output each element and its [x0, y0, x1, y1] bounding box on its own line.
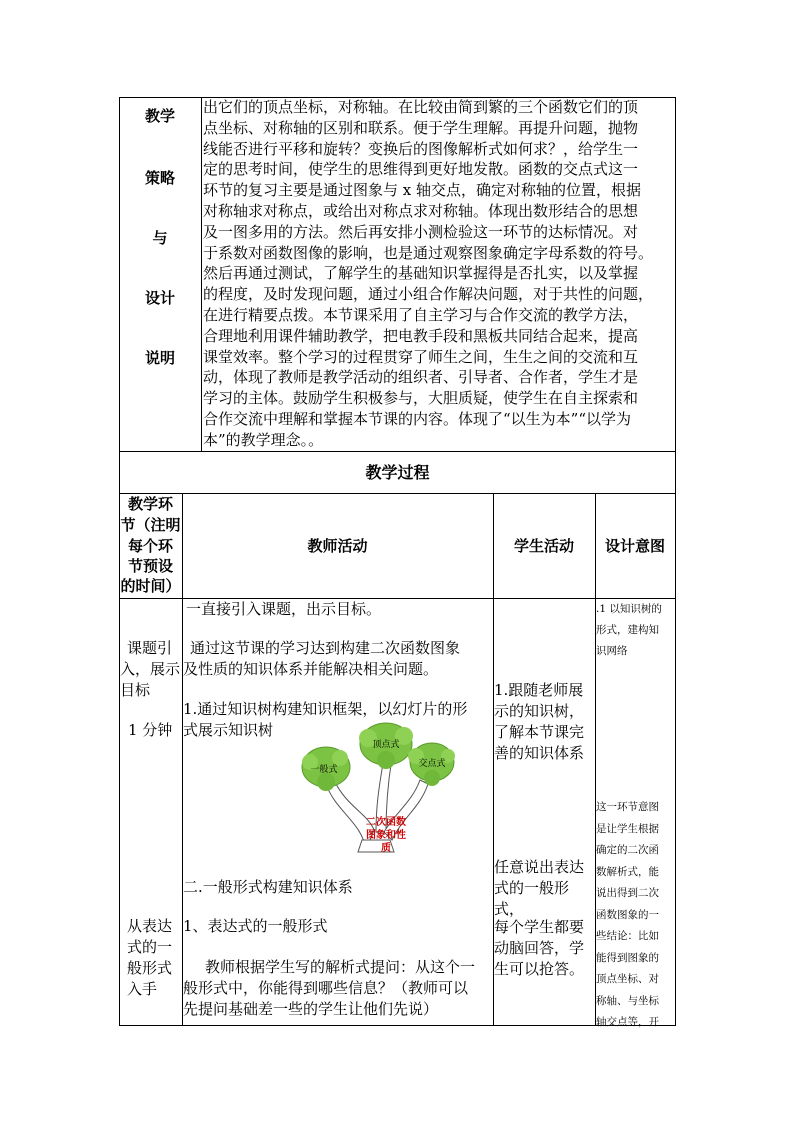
strategy-paragraph-line: 的程度，及时发现问题，通过小组合作解决问题，对于共性的问题， [203, 285, 654, 304]
strategy-paragraph-line: 线能否进行平移和旋转？变换后的图像解析式如何求？，给学生一 [203, 139, 639, 158]
row1-stage-line: 入，展示 [120, 660, 181, 678]
strategy-paragraph-line: 合作交流中理解和掌握本节课的内容。体现了“以生为本”“以学为 [203, 410, 632, 428]
intent-line: 是让学生根据 [596, 822, 659, 835]
tree-trunk-line: 图象和性 [366, 830, 406, 841]
intent-line: 确定的二次函 [596, 844, 659, 856]
strategy-label-line: 设计 [144, 289, 175, 307]
teacher-line: 及性质的知识体系并能解决相关问题。 [183, 660, 439, 678]
student-line: 示的知识树， [494, 702, 585, 720]
row2-stage-line: 般形式 [127, 959, 173, 977]
strategy-paragraph-line: 动，体现了教师是教学活动的组织者、引导者、合作者，学生才是 [203, 368, 639, 387]
leaf-left-label: 一般式 [310, 765, 338, 775]
tree-trunk-line: 质 [381, 843, 391, 854]
intent-line: 这一环节意图 [596, 801, 659, 813]
row2-stage-line: 入手 [127, 980, 158, 998]
teacher-line: 先提问基础差一些的学生让他们先说） [183, 1000, 439, 1018]
intent-line: 顶点坐标、对 [596, 973, 659, 985]
strategy-paragraph-line: 于系数对函数图像的影响，也是通过观察图象确定字母系数的符号。 [203, 243, 654, 262]
strategy-paragraph-line: 点坐标、对称轴的区别和联系。便于学生理解。再提升问题，抛物 [203, 118, 639, 137]
strategy-label-line: 说明 [144, 349, 175, 367]
intent-line: 说出得到二次 [596, 887, 659, 899]
tree-trunk-line: 二次函数 [366, 817, 406, 828]
teacher-line: 通过这节课的学习达到构建二次函数图象 [190, 639, 461, 657]
intent-line: 形式，建构知 [596, 624, 659, 636]
header-teacher: 教师活动 [307, 537, 368, 555]
teacher-line: 二.一般形式构建知识体系 [183, 878, 353, 896]
strategy-paragraph-line: 合理地利用课件辅助教学，把电教手段和黑板共同结合起来，提高 [203, 326, 639, 345]
student-line: 式的一般形式， [494, 879, 570, 919]
strategy-label-line: 教学 [144, 107, 175, 125]
header-student: 学生活动 [513, 537, 574, 555]
student-line: 善的知识体系 [494, 744, 585, 762]
row2-stage-line: 式的一 [127, 938, 173, 956]
strategy-paragraph-line: 定的思考时间，使学生的思维得到更好地发散。函数的交点式这一 [203, 160, 639, 179]
intent-line: 函数图象的一 [596, 908, 659, 921]
teacher-line: 1.通过知识树构建知识框架，以幻灯片的形 [183, 700, 468, 718]
row2-stage-line: 从表达 [127, 917, 173, 935]
student-line: 1.跟随老师展 [494, 681, 584, 699]
strategy-paragraph-line: 出它们的顶点坐标，对称轴。在比较由简到繁的三个函数它们的顶 [203, 98, 639, 116]
intent-line: .1 以知识树的 [596, 603, 662, 615]
header-intent: 设计意图 [604, 537, 665, 555]
tree-trunk-label [358, 816, 414, 855]
student-line: 生可以抢答。 [494, 960, 585, 978]
header-stage-line: 教学环 [127, 495, 173, 513]
header-stage-line: 每个环 [127, 537, 173, 555]
strategy-paragraph-line: 本”的教学理念。。 [203, 430, 324, 449]
row1-stage-line: 课题引 [127, 639, 173, 657]
student-line: 动脑回答，学 [494, 939, 585, 957]
student-line: 了解本节课完 [494, 723, 585, 741]
teacher-line: 般形式中，你能得到哪些信息？（教师可以 [183, 979, 469, 997]
intent-line: 称轴、与坐标 [596, 994, 659, 1007]
intent-line: 能得到图象的 [596, 951, 659, 964]
row1-stage-line: 1 分钟 [128, 721, 173, 739]
strategy-label-line: 策略 [144, 169, 175, 187]
intent-line: 识网络 [596, 645, 628, 657]
row1-stage-line: 目标 [120, 681, 151, 699]
teacher-line: 式展示知识树 [183, 721, 274, 739]
teacher-line: 一直接引入课题，出示目标。 [186, 600, 382, 618]
leaf-right-label: 交点式 [418, 759, 446, 769]
strategy-paragraph-line: 及一图多用的方法。然后再安排小测检验这一环节的达标情况。对 [203, 222, 639, 241]
intent-line: 些结论：比如 [596, 930, 659, 942]
process-title: 教学过程 [365, 463, 430, 482]
strategy-label-line: 与 [152, 229, 168, 247]
header-stage-line: 节预设 [127, 557, 173, 575]
strategy-paragraph-line: 对称轴求对称点，或给出对称点求对称轴。体现出数形结合的思想 [203, 202, 639, 220]
strategy-paragraph-line: 学习的主体。鼓励学生积极参与，大胆质疑，使学生在自主探索和 [203, 389, 639, 408]
teacher-line: 1、表达式的一般形式 [183, 917, 328, 935]
knowledge-tree [296, 722, 456, 862]
strategy-paragraph-line: 在进行精要点拨。本节课采用了自主学习与合作交流的教学方法， [203, 306, 639, 324]
intent-line: 数解析式，能 [596, 865, 659, 878]
student-line: 每个学生都要 [494, 918, 585, 936]
strategy-paragraph-line: 课堂效率。整个学习的过程贯穿了师生之间，生生之间的交流和互 [203, 347, 639, 366]
teacher-line: 教师根据学生写的解析式提问：从这个一 [205, 958, 476, 976]
intent-line: 轴交点等，开 [596, 1016, 659, 1028]
student-line: 任意说出表达 [494, 858, 585, 876]
header-stage-line: 节（注明 [120, 516, 181, 534]
strategy-paragraph-line: 然后再通过测试，了解学生的基础知识掌握得是否扎实，以及掌握 [203, 264, 639, 283]
leaf-middle-label: 顶点式 [372, 740, 400, 750]
header-stage-line: 的时间） [120, 577, 181, 595]
strategy-paragraph-line: 环节的复习主要是通过图象与 x 轴交点，确定对称轴的位置，根据 [203, 181, 641, 200]
